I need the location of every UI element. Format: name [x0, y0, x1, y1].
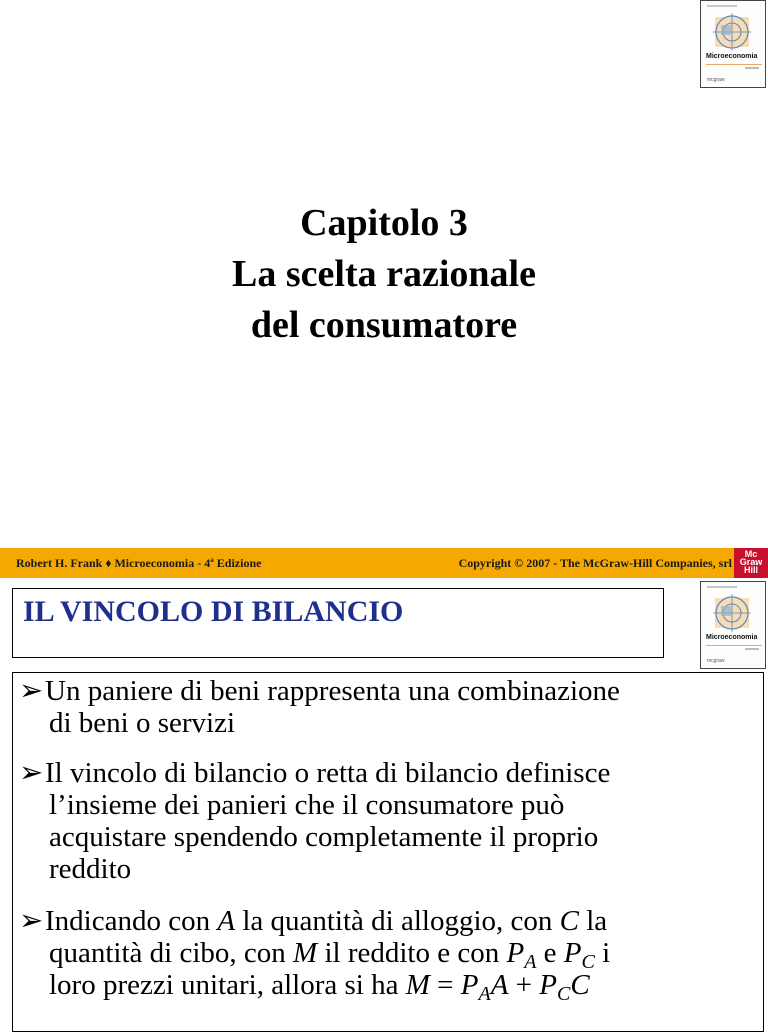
slide-title: IL VINCOLO DI BILANCIO — [23, 595, 404, 628]
chapter-title — [0, 198, 768, 351]
footer-copyright: Copyright © 2007 - The McGraw-Hill Companies, srl — [458, 556, 732, 570]
book-cover-title: Microeconomia — [706, 53, 758, 60]
mcgraw-hill-logo: Mc Graw Hill — [734, 548, 768, 578]
book-cover-title: Microeconomia — [706, 634, 758, 641]
content-slide — [0, 578, 768, 1024]
bullet-item: ➢Un paniere di beni rappresenta una combinazione di beni o servizi — [19, 675, 620, 739]
slide-title-box — [12, 588, 664, 658]
arrow-bullet-icon: ➢ — [19, 675, 44, 707]
bullet-item: ➢Indicando con A la quantità di alloggio, con C la quantità di cibo, con M il reddito e con $P_A$ e $P_C$ i loro prezzi unitari, allora si ha $M = P_AA + P_CC$ — [19, 905, 611, 1005]
book-cover-art — [711, 11, 753, 53]
arrow-bullet-icon: ➢ — [19, 757, 44, 789]
bullet-list-box — [12, 672, 764, 1032]
bullet-item: ➢Il vincolo di bilancio o retta di bilancio definisce l’insieme dei panieri che il consumatore può acquistare spendendo completamente il proprio reddito — [19, 757, 611, 885]
book-cover-thumbnail — [700, 0, 766, 88]
footer-author: Robert H. Frank ♦ Microeconomia - 4ª Edizione — [16, 556, 262, 570]
book-cover-thumbnail — [700, 581, 766, 669]
book-cover-art — [711, 592, 753, 634]
chapter-title-line: La scelta razionale — [232, 253, 536, 295]
book-cover-publisher: mcgraw — [707, 658, 725, 664]
arrow-bullet-icon: ➢ — [19, 905, 44, 937]
chapter-title-line: del consumatore — [250, 304, 518, 346]
book-cover-publisher: mcgraw — [707, 77, 725, 83]
slide-footer — [0, 548, 768, 578]
budget-equation-line: loro prezzi unitari, allora si ha $M = P_AA + P_CC$ — [49, 969, 590, 1005]
chapter-title-line: Capitolo 3 — [300, 202, 468, 244]
